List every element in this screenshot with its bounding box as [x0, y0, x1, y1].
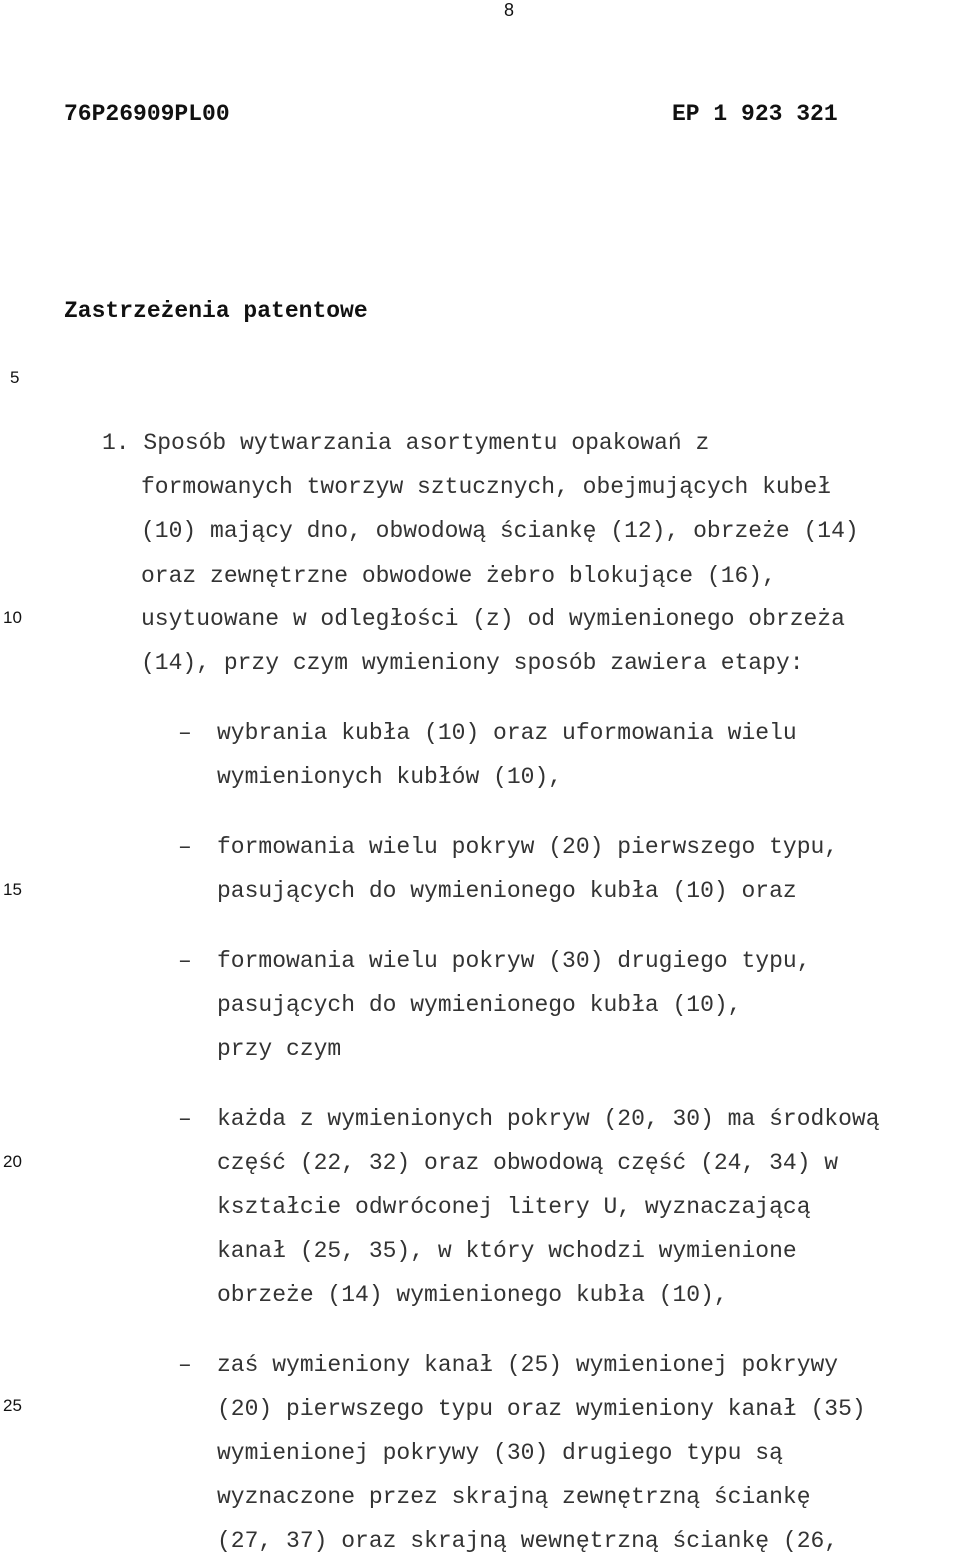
list-dash: –	[178, 834, 192, 860]
list-dash: –	[178, 1352, 192, 1378]
claim-item-line: pasujących do wymienionego kubła (10),	[217, 992, 742, 1018]
claim-item-line: każda z wymienionych pokryw (20, 30) ma środkową	[217, 1106, 880, 1132]
claim-item-line: formowania wielu pokryw (30) drugiego typu,	[217, 948, 811, 974]
claim-item-line: kanał (25, 35), w który wchodzi wymienione	[217, 1238, 797, 1264]
claim-item-line: kształcie odwróconej litery U, wyznaczającą	[217, 1194, 811, 1220]
claim-intro-line: formowanych tworzyw sztucznych, obejmujących kubeł	[141, 474, 832, 500]
claim-intro-line: oraz zewnętrzne obwodowe żebro blokujące (16),	[141, 563, 776, 589]
claim-item-line: wybrania kubła (10) oraz uformowania wielu	[217, 720, 797, 746]
list-dash: –	[178, 720, 192, 746]
claim-item-line: formowania wielu pokryw (20) pierwszego typu,	[217, 834, 839, 860]
claim-intro-line: (10) mający dno, obwodową ściankę (12), obrzeże (14)	[141, 518, 859, 544]
claim-intro-line: (14), przy czym wymieniony sposób zawiera etapy:	[141, 650, 804, 676]
claim-item-line: wymienionych kubłów (10),	[217, 764, 563, 790]
list-dash: –	[178, 1106, 192, 1132]
patent-number: EP 1 923 321	[672, 101, 838, 127]
page-number: 8	[504, 0, 515, 20]
line-number-20: 20	[3, 1152, 22, 1171]
line-number-5: 5	[10, 368, 20, 387]
claim-item-line: (20) pierwszego typu oraz wymieniony kanał (35)	[217, 1396, 866, 1422]
claim-item-line: wymienionej pokrywy (30) drugiego typu są	[217, 1440, 783, 1466]
section-title: Zastrzeżenia patentowe	[64, 298, 368, 324]
claim-item-line: (27, 37) oraz skrajną wewnętrzną ściankę (26,	[217, 1528, 839, 1554]
claim-item-line: zaś wymieniony kanał (25) wymienionej pokrywy	[217, 1352, 839, 1378]
line-number-10: 10	[3, 608, 22, 627]
doc-reference: 76P26909PL00	[64, 101, 230, 127]
line-number-15: 15	[3, 880, 22, 899]
claim-item-line: wyznaczone przez skrajną zewnętrzną ściankę	[217, 1484, 811, 1510]
claim-item-line: część (22, 32) oraz obwodową część (24, 34) w	[217, 1150, 839, 1176]
claim-item-line: przy czym	[217, 1036, 342, 1062]
claim-intro-line: usytuowane w odległości (z) od wymienionego obrzeża	[141, 606, 845, 632]
claim-intro-line: 1. Sposób wytwarzania asortymentu opakowań z	[102, 430, 710, 456]
claim-item-line: pasujących do wymienionego kubła (10) oraz	[217, 878, 797, 904]
claim-item-line: obrzeże (14) wymienionego kubła (10),	[217, 1282, 728, 1308]
line-number-25: 25	[3, 1396, 22, 1415]
list-dash: –	[178, 948, 192, 974]
